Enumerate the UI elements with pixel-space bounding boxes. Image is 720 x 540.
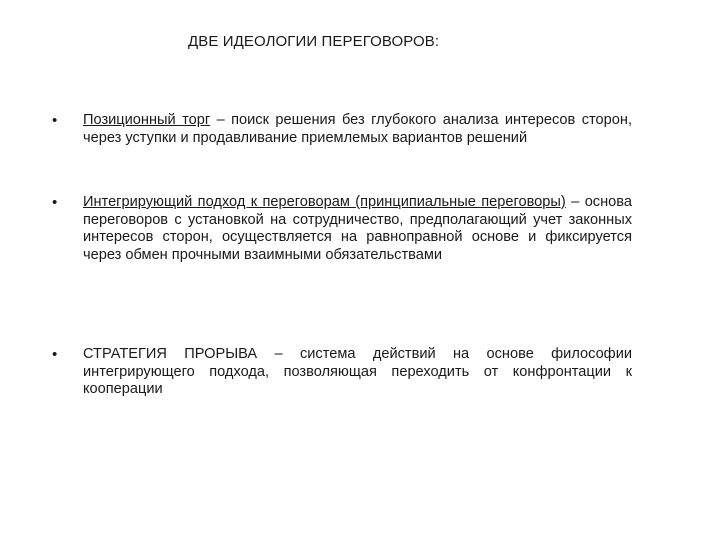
- bullet-text: [83, 194, 632, 264]
- bullet-term: Интегрирующий подход к переговорам (принципиальные переговоры): [83, 194, 566, 210]
- bullet-body: поиск решения без глубокого анализа интересов сторон, через уступки и продавливание приемлемых вариантов решений: [83, 112, 632, 146]
- bullet-body: основа переговоров с установкой на сотрудничество, предполагающий учет законных интересов сторон, осуществляется на равноправной основе и фиксируется через обмен прочными взаимными обязательствами: [83, 194, 632, 263]
- bullet-icon: •: [52, 194, 58, 211]
- bullet-icon: •: [52, 112, 58, 129]
- bullet-text: [83, 112, 632, 147]
- bullet-text: [83, 346, 632, 399]
- bullet-body: система действий на основе философии интегрирующего подхода, позволяющая переходить от конфронтации к кооперации: [83, 346, 632, 398]
- bullet-separator: –: [565, 194, 585, 210]
- bullet-separator: –: [257, 346, 300, 362]
- bullet-separator: –: [210, 112, 232, 128]
- bullet-term: Позиционный торг: [83, 112, 211, 128]
- bullet-term: СТРАТЕГИЯ ПРОРЫВА: [83, 346, 258, 362]
- slide-title: ДВЕ ИДЕОЛОГИИ ПЕРЕГОВОРОВ:: [188, 33, 440, 50]
- bullet-icon: •: [52, 346, 58, 363]
